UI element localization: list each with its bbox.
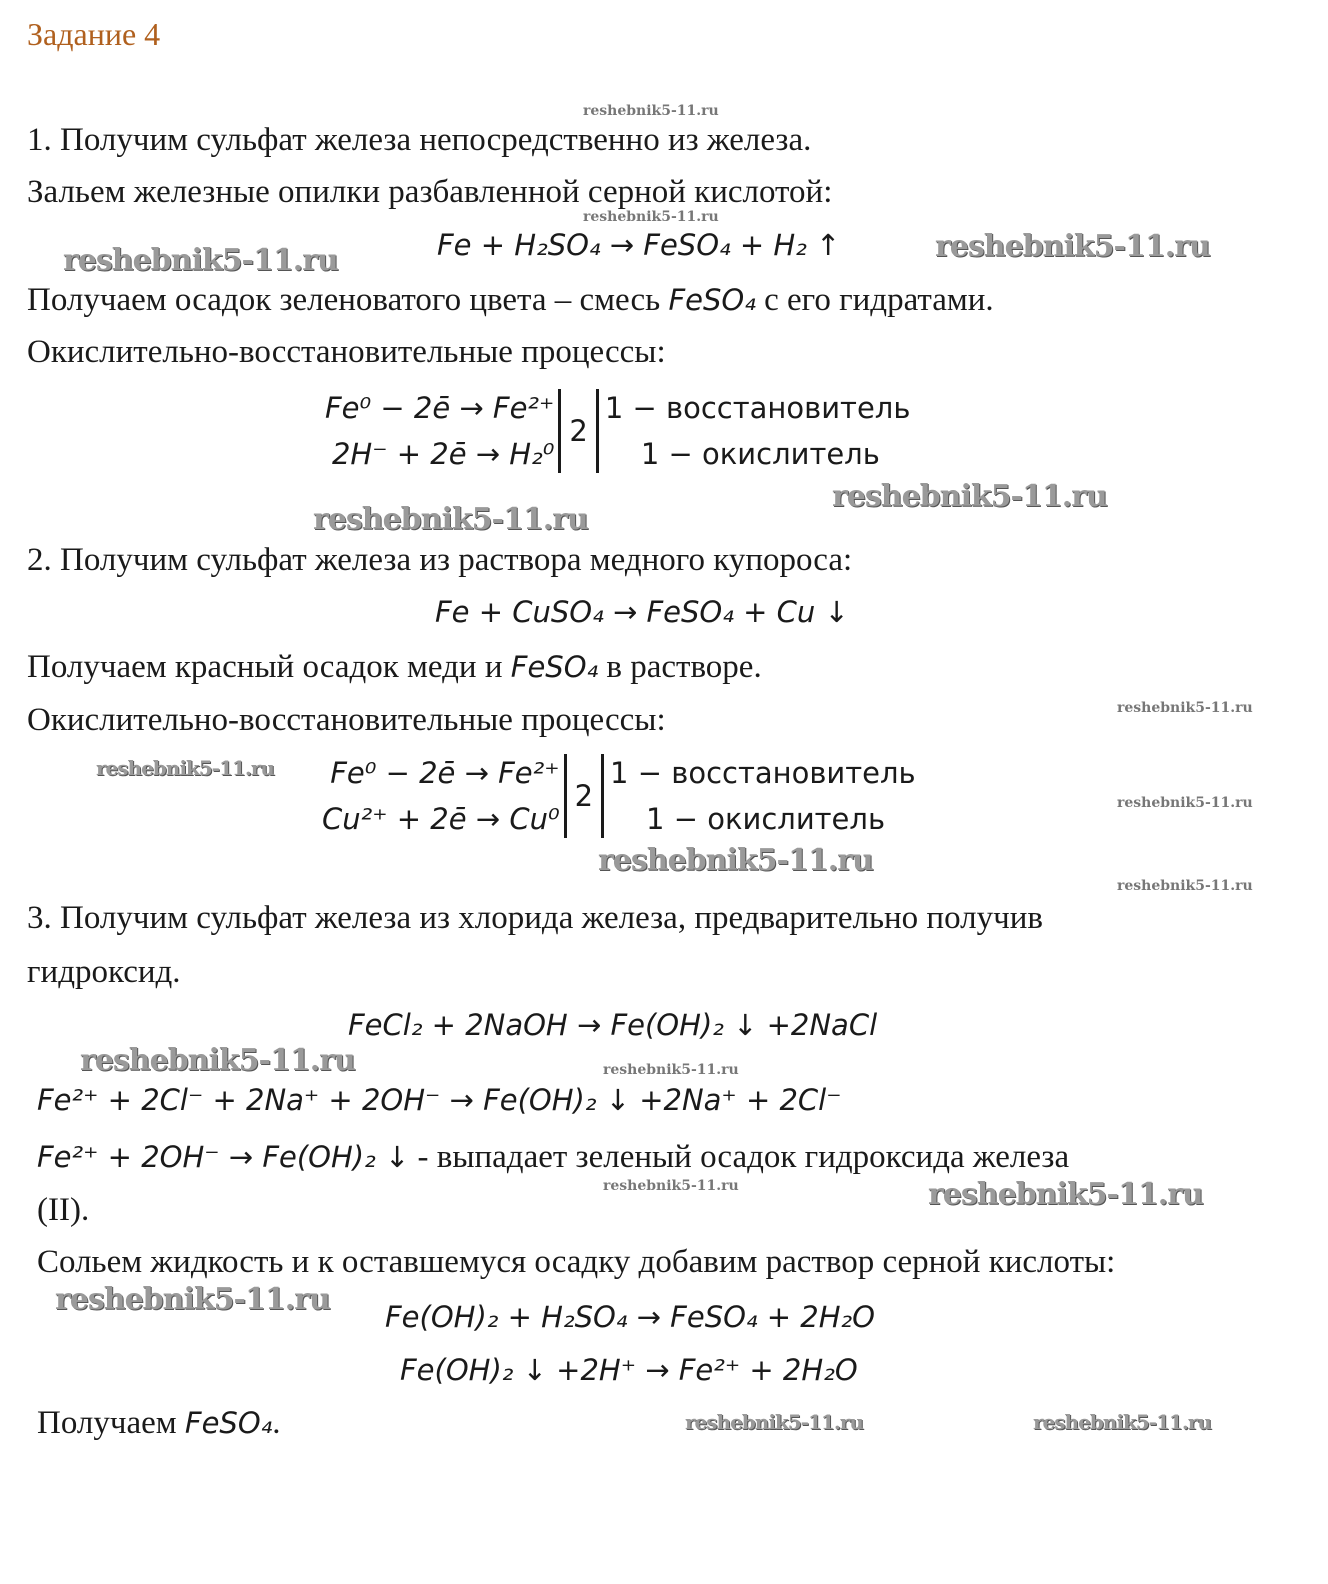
half-reaction: Fe⁰ − 2ē → Fe²⁺ [325,391,555,425]
watermark: reshebnik5-11.ru [55,1282,330,1317]
section3-heading: 3. Получим сульфат железа из хлорида железа, предварительно получив [27,900,1043,936]
watermark: reshebnik5-11.ru [598,843,873,878]
section3-molecular-equation: FeCl₂ + 2NaOH → Fe(OH)₂ ↓ +2NaCl [348,1008,878,1042]
watermark: reshebnik5-11.ru [1117,878,1253,894]
section1-redox-scheme [325,385,910,477]
watermark: reshebnik5-11.ru [63,243,338,278]
watermark: reshebnik5-11.ru [603,1062,739,1078]
section2-result [27,647,762,687]
formula: FeSO₄ [668,283,756,317]
final-text: Получаем [37,1405,185,1441]
half-reaction: 2H⁻ + 2ē → H₂⁰ [331,437,555,471]
result-text: в растворе. [598,649,762,685]
watermark: reshebnik5-11.ru [1117,795,1253,811]
half-reaction: Cu²⁺ + 2ē → Cu⁰ [322,802,560,836]
short-ionic-equation: Fe²⁺ + 2OH⁻ → Fe(OH)₂ ↓ [37,1140,410,1174]
watermark: reshebnik5-11.ru [685,1410,863,1434]
watermark: reshebnik5-11.ru [832,479,1107,514]
section1-heading: 1. Получим сульфат железа непосредственно из железа. [27,122,812,158]
section2-equation: Fe + CuSO₄ → FeSO₄ + Cu ↓ [435,595,849,629]
watermark: reshebnik5-11.ru [1033,1410,1211,1434]
role: 1 − восстановитель [610,756,916,790]
lcm-coefficient: 2 [574,779,594,813]
section2-redox-scheme [322,750,916,842]
formula: FeSO₄ [184,1406,273,1440]
result-text: с его гидратами. [755,282,994,318]
section3-step: Сольем жидкость и к оставшемуся осадку добавим раствор серной кислоты: [37,1244,1116,1280]
watermark: reshebnik5-11.ru [96,756,274,780]
watermark: reshebnik5-11.ru [935,229,1210,264]
watermark: reshebnik5-11.ru [583,103,719,119]
half-reaction: Fe⁰ − 2ē → Fe²⁺ [330,756,560,790]
precipitate-note-cont: (II). [37,1192,90,1228]
section1-result [27,280,994,320]
lcm-coefficient: 2 [569,414,588,448]
result-text: Получаем красный осадок меди и [27,649,511,685]
section1-equation: Fe + H₂SO₄ → FeSO₄ + H₂ ↑ [437,228,841,262]
watermark: reshebnik5-11.ru [603,1178,739,1194]
section2-redox-label: Окислительно-восстановительные процессы: [27,702,666,738]
watermark: reshebnik5-11.ru [928,1177,1203,1212]
page-title: Задание 4 [27,16,161,52]
result-text: Получаем осадок зеленоватого цвета – смесь [27,282,669,318]
watermark: reshebnik5-11.ru [1117,700,1253,716]
section1-intro: Зальем железные опилки разбавленной серной кислотой: [27,174,833,210]
watermark: reshebnik5-11.ru [80,1043,355,1078]
section3-short-ionic [37,1137,1069,1177]
section3-acid-equation: Fe(OH)₂ + H₂SO₄ → FeSO₄ + 2H₂O [385,1300,875,1334]
role: 1 − восстановитель [604,391,911,425]
final-text: . [272,1405,281,1441]
role: 1 − окислитель [646,802,886,836]
section2-heading: 2. Получим сульфат железа из раствора медного купороса: [27,542,853,578]
section3-final [37,1403,281,1443]
section1-redox-label: Окислительно-восстановительные процессы: [27,334,666,370]
precipitate-note: - выпадает зеленый осадок гидроксида железа [409,1139,1070,1175]
section3-heading-cont: гидроксид. [27,954,181,990]
formula: FeSO₄ [510,650,599,684]
section3-acid-ionic-equation: Fe(OH)₂ ↓ +2H⁺ → Fe²⁺ + 2H₂O [400,1353,858,1387]
role: 1 − окислитель [640,437,880,471]
section3-full-ionic-equation: Fe²⁺ + 2Cl⁻ + 2Na⁺ + 2OH⁻ → Fe(OH)₂ ↓ +2Na⁺ + 2Cl⁻ [37,1083,842,1117]
watermark: reshebnik5-11.ru [313,502,588,537]
watermark: reshebnik5-11.ru [583,209,719,225]
